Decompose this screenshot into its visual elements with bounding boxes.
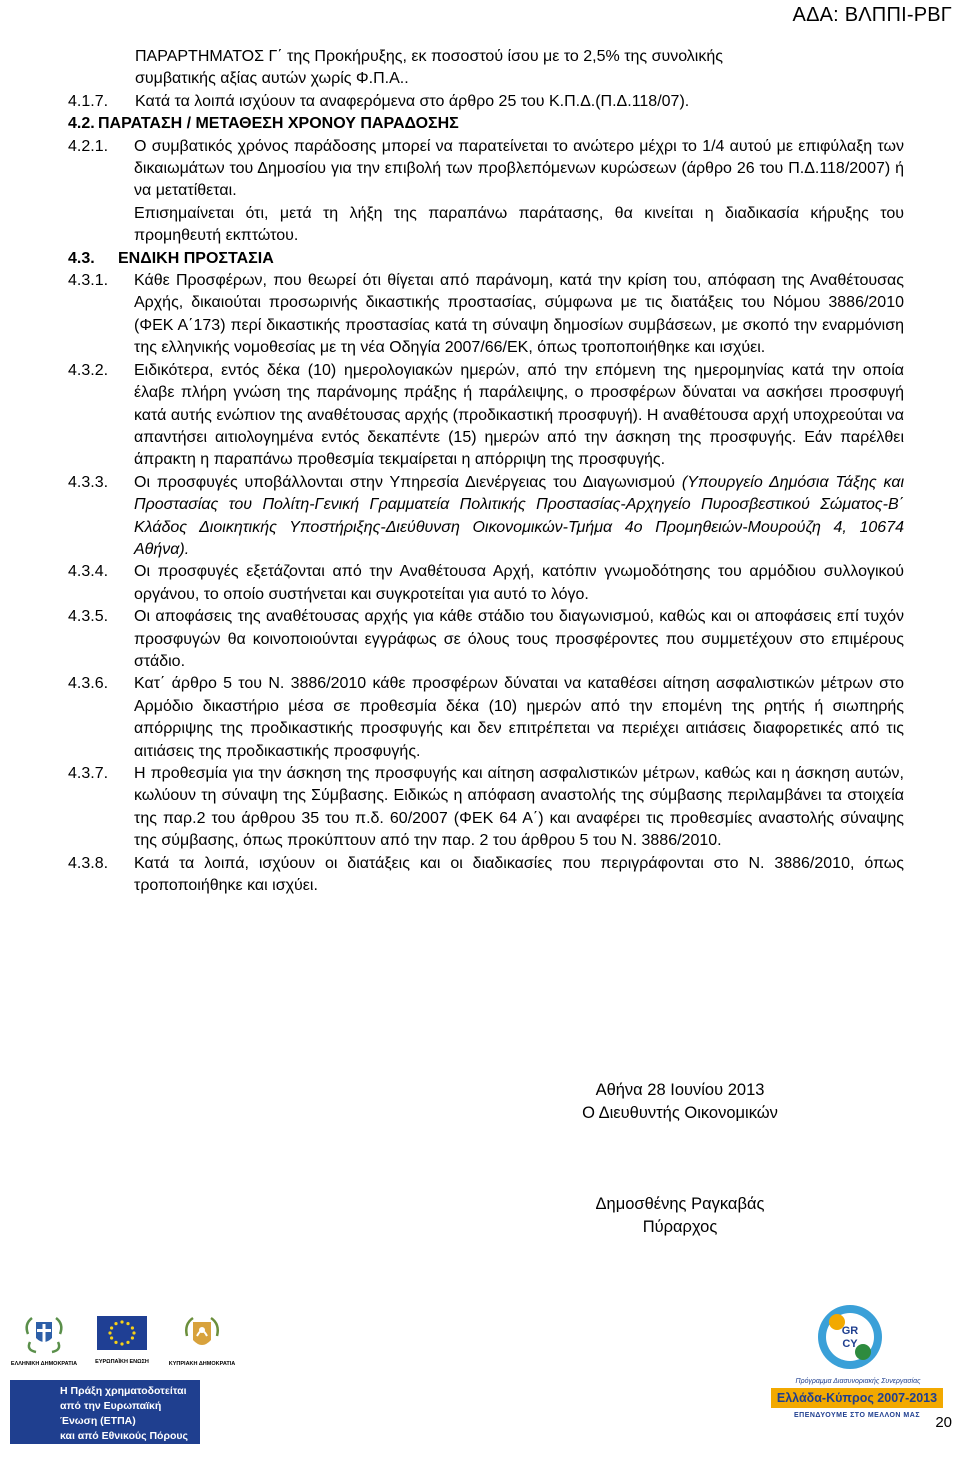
clause-text: Κατ΄ άρθρο 5 του Ν. 3886/2010 κάθε προσφέρων δύναται να καταθέσει αίτηση ασφαλιστικών μέτρων στο Αρμόδιο δικαστήριο μέσα σε προθεσμία δέκα (10) ημερών από την επομένη της ρητής ή σιωπηρής απόρριψης της προδικαστικής προσφυγής και δεν επιτρέπεται να περιέχει αιτιάσεις διαφορετικές από τις αιτιάσεις της προδικαστικής προσφυγής. (134, 675, 904, 760)
greek-republic-logo (10, 1314, 78, 1368)
clause-text: Οι αποφάσεις της αναθέτουσας αρχής για κάθε στάδιο του διαγωνισμού, καθώς και οι αποφάσεις επί τυχόν προσφυγών θα κοινοποιούνται εγγράφως σε όλους τους προσφέροντες που συμμετέχουν στο επιμέρους στάδιο. (134, 608, 904, 670)
clause-number: 4.3.1. (68, 272, 109, 290)
clause-number: 4.3.7. (68, 765, 109, 782)
intro-line-2: συμβατικής αξίας αυτών χωρίς Φ.Π.Α.. (135, 70, 409, 88)
section-number: 4.2. (68, 115, 95, 133)
funding-text-2: από την Ευρωπαϊκή Ένωση (ΕΤΠΑ) (60, 1400, 162, 1427)
clause-text: Κατά τα λοιπά, ισχύουν οι διατάξεις και οι διαδικασίες που περιγράφονται στο Ν. 3886/2010, όπως τροποποιήθηκε και ισχύει. (134, 854, 904, 895)
clause-4-1-7 (68, 91, 904, 113)
clause-text: Ο συμβατικός χρόνος παράδοσης μπορεί να παρατείνεται το ανώτερο μέχρι το 1/4 αυτού με επιφύλαξη των δικαιωμάτων του Δημοσίου για την επιβολή των προβλεπόμενων κυρώσεων (άρθρο 26 του Π.Δ.118/2007) ή να μετατίθεται. (134, 137, 904, 200)
section-title: ΠΑΡΑΤΑΣΗ / ΜΕΤΑΘΕΣΗ ΧΡΟΝΟΥ ΠΑΡΑΔΟΣΗΣ (98, 115, 459, 133)
program-top-label: Πρόγραμμα Διασυνοριακής Συνεργασίας (795, 1378, 921, 1385)
gr-cy-logo-icon (815, 1302, 885, 1372)
eu-label: ΕΥΡΩΠΑΪΚΗ ΕΝΩΣΗ (95, 1359, 149, 1365)
clause-4-3-4 (68, 561, 904, 606)
clause-text (134, 472, 904, 562)
clause-number: 4.3.4. (68, 563, 109, 581)
clause-text: Κατά τα λοιπά ισχύουν τα αναφερόμενα στο άρθρο 25 του Κ.Π.Δ.(Π.Δ.118/07). (135, 92, 690, 110)
clause-text: Οι προσφυγές εξετάζονται από την Αναθέτουσα Αρχή, κατόπιν γνωμοδότησης του αρμόδιου συλλογικού οργάνου, το οποίο συστήνεται και συγκροτείται για αυτό το λόγο. (134, 563, 904, 603)
page-number: 20 (935, 1414, 952, 1431)
greek-republic-label: ΕΛΛΗΝΙΚΗ ΔΗΜΟΚΡΑΤΙΑ (10, 1361, 78, 1367)
cyprus-emblem-icon (181, 1314, 223, 1356)
signature-name: Δημοσθένης Ραγκαβάς (595, 1195, 765, 1213)
funding-text-3: και από Εθνικούς Πόρους (60, 1430, 188, 1442)
eu-logo (88, 1316, 156, 1366)
clause-4-3-7 (68, 763, 904, 853)
funding-text-1: Η Πράξη χρηματοδοτείται (60, 1385, 187, 1397)
svg-text:CY: CY (842, 1338, 858, 1350)
signature-role: Ο Διευθυντής Οικονομικών (582, 1104, 778, 1122)
funding-box (10, 1380, 200, 1472)
document-body (68, 46, 904, 897)
ada-code: ΑΔΑ: ΒΛΠΠΙ-ΡΒΓ (792, 4, 952, 26)
signature-rank: Πύραρχος (642, 1218, 718, 1236)
funding-text-4: της Ελλάδας και της Κύπρου (60, 1445, 161, 1472)
intro-line-1: ΠΑΡΑΡΤΗΜΑΤΟΣ Γ΄ της Προκήρυξης, εκ ποσοστού ίσου με το 2,5% της συνολικής (135, 48, 723, 65)
clause-text: Κάθε Προσφέρων, που θεωρεί ότι θίγεται από παράνομη, κατά την κρίση του, απόφαση της Αναθέτουσας Αρχής, δικαιούται προσωρινής δικαστικής προστασίας, σύμφωνα με τις διατάξεις του Νόμου 3886/2010 (ΦΕΚ Α΄173) περί δικαστικής προστασίας κατά τη σύναψη δημοσίων συμβάσεων, με σκοπό την εναρμόνιση της ελληνικής νομοθεσίας με τη νέα Οδηγία 2007/66/ΕΚ, όπως τροποποιήθηκε και ισχύει. (134, 272, 904, 357)
section-4-3 (68, 248, 904, 270)
cyprus-republic-logo (168, 1314, 236, 1368)
clause-number: 4.1.7. (68, 92, 109, 110)
clause-4-3-3 (68, 472, 904, 562)
program-bottom-label: ΕΠΕΝΔΥΟΥΜΕ ΣΤΟ ΜΕΛΛΟΝ ΜΑΣ (793, 1412, 921, 1419)
clause-4-2-1-note: Επισημαίνεται ότι, μετά τη λήξη της παραπάνω παράτασης, θα κινείται η διαδικασία κήρυξης του προμηθευτή εκπτώτου. (134, 204, 904, 245)
clause-text: Ειδικότερα, εντός δέκα (10) ημερολογιακών ημερών, από την επόμενη της ημερομηνίας κατά την οποία έλαβε πλήρη γνώση της παράνομης πράξης ή παράλειψης, ο προσφέρων δύναται να ασκήσει προσφυγή κατά αυτής ενώπιον της αναθέτουσας αρχής (προδικαστική προσφυγή). Η αναθέτουσα αρχή υποχρεούται να απαντήσει αιτιολογημένα εντός δεκαπέντε (15) ημερών από την άσκηση της προσφυγής. Εάν παρέλθει άπρακτη η παραπάνω προθεσμία τεκμαίρεται η απόρριψη της προσφυγής. (134, 361, 904, 469)
signature-date: Αθήνα 28 Ιουνίου 2013 (595, 1081, 765, 1099)
svg-text:GR: GR (841, 1325, 859, 1337)
clause-number: 4.3.2. (68, 361, 109, 379)
clause-number: 4.3.8. (68, 854, 109, 872)
clause-4-3-8 (68, 853, 904, 898)
clause-number: 4.3.6. (68, 675, 109, 693)
clause-4-3-5 (68, 606, 904, 673)
clause-4-3-1 (68, 270, 904, 360)
clause-text: Η προθεσμία για την άσκηση της προσφυγής και αίτηση ασφαλιστικών μέτρων, καθώς και η άσκηση αυτών, κωλύουν τη σύναψη της Σύμβασης. Ειδικώς η απόφαση αναστολής της σύμβασης περιλαμβάνει τα στοιχεία της παρ.2 του άρθρου 35 του π.δ. 60/2007 (ΦΕΚ 64 Α΄) και αναφέρει τις προθεσμίες αναστολής σύναψης της σύμβασης, όπως προκύπτουν από την παρ. 2 του άρθρου 5 του Ν. 3886/2010. (134, 765, 904, 850)
clause-4-2-1 (68, 136, 904, 203)
section-4-2 (68, 113, 904, 135)
clause-number: 4.3.5. (68, 608, 109, 626)
clause-number: 4.2.1. (68, 137, 109, 155)
greek-emblem-icon (22, 1314, 66, 1356)
clause-number: 4.3.3. (68, 473, 109, 491)
cyprus-republic-label: ΚΥΠΡΙΑΚΗ ΔΗΜΟΚΡΑΤΙΑ (168, 1361, 236, 1367)
clause-text-plain: Οι προσφυγές υποβάλλονται στην Υπηρεσία Διενέργειας του Διαγωνισμού (134, 473, 682, 491)
program-logo (765, 1300, 945, 1450)
footer-logos (0, 1300, 960, 1472)
clause-text-italic: (Υπουργείο Δημόσια Τάξης και Προστασίας του Πολίτη-Γενική Γραμματεία Πολιτικής Προστασίας-Αρχηγείο Πυροσβεστικού Σώματος-Β΄ Κλάδος Διοικητικής Υποστήριξης-Διεύθυνση Οικονομικών-Τμήμα 4ο Προμηθειών-Μουρούζη 4, 10674 Αθήνα). (134, 473, 904, 558)
program-main-label: Ελλάδα-Κύπρος 2007-2013 (771, 1388, 943, 1408)
section-title: ΕΝΔΙΚΗ ΠΡΟΣΤΑΣΙΑ (118, 249, 274, 267)
clause-4-3-2 (68, 360, 904, 472)
clause-4-3-6 (68, 673, 904, 763)
section-number: 4.3. (68, 249, 95, 267)
eu-flag-icon (97, 1316, 147, 1350)
